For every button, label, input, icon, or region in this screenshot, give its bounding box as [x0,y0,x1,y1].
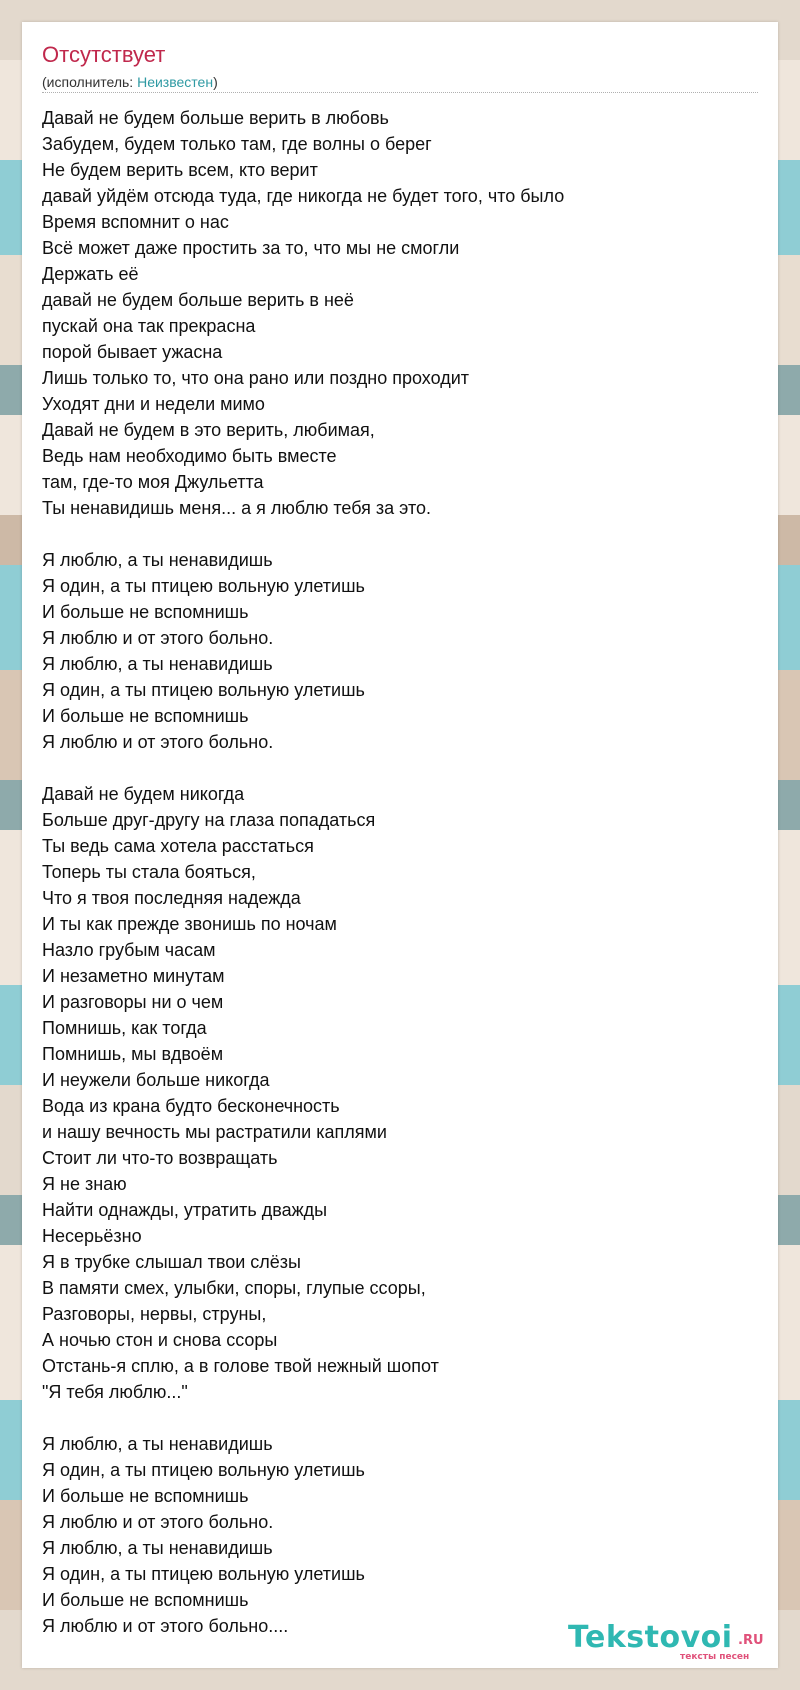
artist-link[interactable]: Неизвестен [137,74,214,90]
lyric-line: Я один, а ты птицею вольную улетишь [42,680,365,700]
lyrics-card [22,22,778,1668]
lyric-line: порой бывает ужасна [42,342,223,362]
lyric-line: Назло грубым часам [42,940,216,960]
lyric-line: И больше не вспомнишь [42,602,249,622]
lyric-line: Время вспомнит о нас [42,212,229,232]
lyric-line: Всё может даже простить за то, что мы не смогли [42,238,460,258]
lyric-line: Давай не будем в это верить, любимая, [42,420,375,440]
lyric-line: Вода из крана будто бесконечность [42,1096,340,1116]
artist-prefix: (исполнитель: [42,74,138,90]
lyric-line: Отстань-я сплю, а в голове твой нежный шопот [42,1356,439,1376]
lyric-line: А ночью стон и снова ссоры [42,1330,278,1350]
site-logo[interactable] [568,1620,768,1664]
lyric-line: давай не будем больше верить в неё [42,290,354,310]
lyric-line: Разговоры, нервы, струны, [42,1304,267,1324]
lyric-line: Уходят дни и недели мимо [42,394,265,414]
lyric-line: Давай не будем никогда [42,784,245,804]
lyric-line: Забудем, будем только там, где волны о берег [42,134,432,154]
artist-suffix: ) [213,74,218,90]
lyric-line: там, где-то моя Джульетта [42,472,264,492]
lyric-line: Не будем верить всем, кто верит [42,160,318,180]
logo-wordmark: Tekstovoi [568,1620,733,1655]
lyric-line: Помнишь, как тогда [42,1018,207,1038]
lyric-line: Давай не будем больше верить в любовь [42,108,389,128]
lyric-line: И ты как прежде звонишь по ночам [42,914,337,934]
lyric-line: И разговоры ни о чем [42,992,224,1012]
lyric-line: Ты ненавидишь меня... а я люблю тебя за это. [42,498,432,518]
lyric-line: И больше не вспомнишь [42,1590,249,1610]
artist-line [42,74,218,90]
lyric-line: Я люблю, а ты ненавидишь [42,1538,273,1558]
lyric-line: Ведь нам необходимо быть вместе [42,446,337,466]
lyric-line: Несерьёзно [42,1226,142,1246]
lyric-line: Я люблю, а ты ненавидишь [42,550,273,570]
lyric-line: И незаметно минутам [42,966,225,986]
lyric-line: В памяти смех, улыбки, споры, глупые ссоры, [42,1278,426,1298]
stanza-break [42,755,742,781]
lyric-line: И больше не вспомнишь [42,1486,249,1506]
lyric-line: Топерь ты стала бояться, [42,862,256,882]
lyric-line: И неужели больше никогда [42,1070,270,1090]
lyric-line: Я один, а ты птицею вольную улетишь [42,576,365,596]
lyric-line: пускай она так прекрасна [42,316,256,336]
stanza-break [42,521,742,547]
lyric-line: Я один, а ты птицею вольную улетишь [42,1460,365,1480]
divider [42,92,758,93]
lyric-line: Больше друг-другу на глаза попадаться [42,810,376,830]
lyric-line: "Я тебя люблю..." [42,1382,188,1402]
lyric-line: Я люблю и от этого больно. [42,732,274,752]
lyric-line: Я люблю, а ты ненавидишь [42,654,273,674]
song-title: Отсутствует [42,42,166,67]
logo-subtitle: тексты песен [680,1652,750,1662]
lyric-line: Я люблю и от этого больно. [42,1512,274,1532]
lyric-line: Я люблю и от этого больно. [42,628,274,648]
lyric-line: Ты ведь сама хотела расстаться [42,836,314,856]
lyric-line: и нашу вечность мы растратили каплями [42,1122,387,1142]
stanza-break [42,1405,742,1431]
lyric-line: Помнишь, мы вдвоём [42,1044,224,1064]
lyric-line: Я люблю, а ты ненавидишь [42,1434,273,1454]
lyrics-text [42,105,742,1639]
lyric-line: Держать её [42,264,139,284]
lyric-line: Я в трубке слышал твои слёзы [42,1252,301,1272]
lyric-line: Я один, а ты птицею вольную улетишь [42,1564,365,1584]
logo-domain: .RU [738,1633,764,1648]
lyric-line: давай уйдём отсюда туда, где никогда не будет того, что было [42,186,565,206]
lyric-line: Найти однажды, утратить дважды [42,1200,328,1220]
lyric-line: И больше не вспомнишь [42,706,249,726]
lyric-line: Что я твоя последняя надежда [42,888,301,908]
lyric-line: Стоит ли что-то возвращать [42,1148,278,1168]
lyric-line: Я люблю и от этого больно.... [42,1616,289,1636]
lyric-line: Я не знаю [42,1174,127,1194]
lyric-line: Лишь только то, что она рано или поздно проходит [42,368,469,388]
